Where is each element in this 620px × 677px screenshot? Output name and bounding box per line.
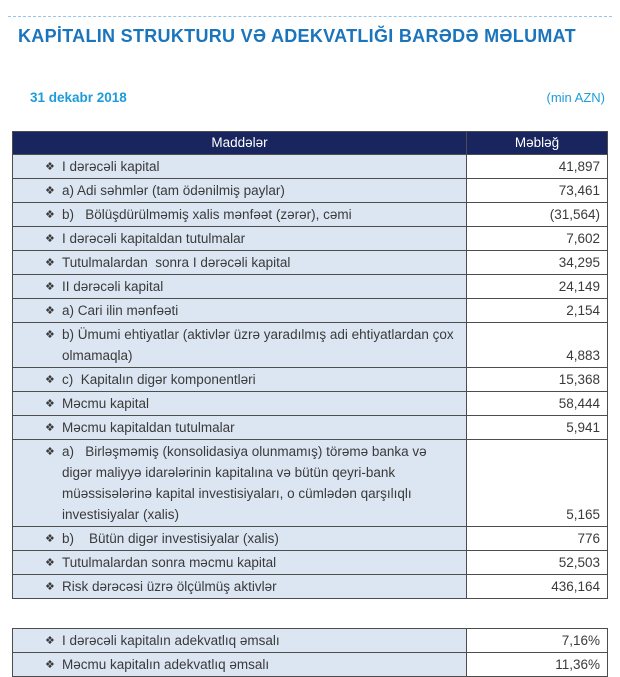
table-row	[13, 367, 607, 391]
item-label: c) Kapitalın digər komponentləri	[62, 372, 256, 387]
diamond-bullet-icon: ❖	[45, 280, 55, 293]
amount-cell: 34,295	[467, 251, 607, 274]
diamond-bullet-icon: ❖	[45, 397, 55, 410]
diamond-bullet-icon: ❖	[45, 232, 55, 245]
diamond-bullet-icon: ❖	[45, 634, 55, 647]
item-label: Risk dərəcəsi üzrə ölçülmüş aktivlər	[62, 579, 277, 594]
diamond-bullet-icon: ❖	[45, 160, 55, 173]
table-row	[13, 574, 607, 598]
amount-cell: 7,16%	[467, 629, 607, 652]
table-row	[13, 526, 607, 550]
diamond-bullet-icon: ❖	[45, 445, 55, 458]
table-row	[13, 178, 607, 202]
item-cell	[13, 275, 467, 298]
item-cell	[13, 551, 467, 574]
capital-structure-rows	[13, 154, 607, 598]
item-label: Tutulmalardan sonra I dərəcəli kapital	[62, 255, 291, 270]
amount-cell: 776	[467, 527, 607, 550]
table-header-row	[13, 132, 607, 154]
diamond-bullet-icon: ❖	[45, 421, 55, 434]
item-cell	[13, 440, 467, 526]
item-label: I dərəcəli kapitalın adekvatlıq əmsalı	[62, 633, 280, 648]
item-cell	[13, 299, 467, 322]
table-row	[13, 226, 607, 250]
item-label: a) Adi səhmlər (tam ödənilmiş paylar)	[62, 183, 285, 198]
diamond-bullet-icon: ❖	[45, 556, 55, 569]
amount-cell: 7,602	[467, 227, 607, 250]
report-page	[0, 16, 620, 677]
amount-cell: 5,165	[467, 440, 607, 526]
table-row	[13, 415, 607, 439]
amount-cell: 436,164	[467, 575, 607, 598]
item-label: b) Bütün digər investisiyalar (xalis)	[62, 531, 279, 546]
item-cell	[13, 653, 467, 676]
report-meta	[30, 90, 605, 105]
item-cell	[13, 392, 467, 415]
table-row	[13, 250, 607, 274]
item-cell	[13, 416, 467, 439]
item-label: a) Cari ilin mənfəəti	[62, 303, 179, 318]
table-row	[13, 202, 607, 226]
adequacy-ratios-rows	[13, 629, 607, 676]
item-cell	[13, 179, 467, 202]
item-cell	[13, 629, 467, 652]
amount-cell: 73,461	[467, 179, 607, 202]
table-row	[13, 298, 607, 322]
column-header-amount: Məbləğ	[514, 135, 560, 150]
diamond-bullet-icon: ❖	[45, 373, 55, 386]
amount-cell: 2,154	[467, 299, 607, 322]
currency-unit: (min AZN)	[546, 90, 605, 105]
item-cell	[13, 575, 467, 598]
adequacy-ratios-table	[12, 628, 608, 677]
table-row	[13, 274, 607, 298]
item-cell	[13, 155, 467, 178]
item-label: I dərəcəli kapital	[62, 159, 160, 174]
item-cell	[13, 527, 467, 550]
item-label: Məcmu kapitaldan tutulmalar	[62, 420, 235, 435]
item-cell	[13, 251, 467, 274]
item-cell	[13, 203, 467, 226]
amount-cell: (31,564)	[467, 203, 607, 226]
item-label: I dərəcəli kapitaldan tutulmalar	[62, 231, 246, 246]
table-row	[13, 550, 607, 574]
table-row	[13, 652, 607, 676]
diamond-bullet-icon: ❖	[45, 658, 55, 671]
amount-cell: 11,36%	[467, 653, 607, 676]
amount-cell: 24,149	[467, 275, 607, 298]
diamond-bullet-icon: ❖	[45, 256, 55, 269]
amount-cell: 58,444	[467, 392, 607, 415]
item-label: Tutulmalardan sonra məcmu kapital	[62, 555, 277, 570]
diamond-bullet-icon: ❖	[45, 208, 55, 221]
table-row	[13, 154, 607, 178]
diamond-bullet-icon: ❖	[45, 184, 55, 197]
table-row	[13, 439, 607, 526]
diamond-bullet-icon: ❖	[45, 328, 55, 341]
amount-cell: 41,897	[467, 155, 607, 178]
diamond-bullet-icon: ❖	[45, 580, 55, 593]
table-row	[13, 322, 607, 367]
report-date: 31 dekabr 2018	[30, 90, 127, 105]
item-label: b) Bölüşdürülməmiş xalis mənfəət (zərər), cəmi	[62, 207, 352, 222]
amount-cell: 52,503	[467, 551, 607, 574]
table-row	[13, 629, 607, 652]
top-divider	[8, 16, 612, 17]
capital-structure-table	[12, 131, 608, 599]
item-cell	[13, 323, 467, 367]
page-title: KAPİTALIN STRUKTURU VƏ ADEKVATLIĞI BARƏDƏ MƏLUMAT	[18, 26, 576, 46]
item-label: a) Birləşməmiş (konsolidasiya olunmamış) törəmə banka və digər maliyyə idarələrinin kapitalına və bütün qeyri-bank müəssisələrinə kapital investisiyaları, o cümlədən qarşılıqlı investisiyalar (xalis)	[62, 444, 431, 522]
item-label: b) Ümumi ehtiyatlar (aktivlər üzrə yaradılmış adi ehtiyatlardan çox olmamaqla)	[62, 327, 458, 363]
item-cell	[13, 368, 467, 391]
diamond-bullet-icon: ❖	[45, 532, 55, 545]
amount-cell: 4,883	[467, 323, 607, 367]
amount-cell: 5,941	[467, 416, 607, 439]
item-label: Məcmu kapital	[62, 396, 150, 411]
amount-cell: 15,368	[467, 368, 607, 391]
item-cell	[13, 227, 467, 250]
diamond-bullet-icon: ❖	[45, 304, 55, 317]
item-label: Məcmu kapitalın adekvatlıq əmsalı	[62, 657, 270, 672]
item-label: II dərəcəli kapital	[62, 279, 164, 294]
table-row	[13, 391, 607, 415]
column-header-items: Maddələr	[13, 132, 467, 154]
